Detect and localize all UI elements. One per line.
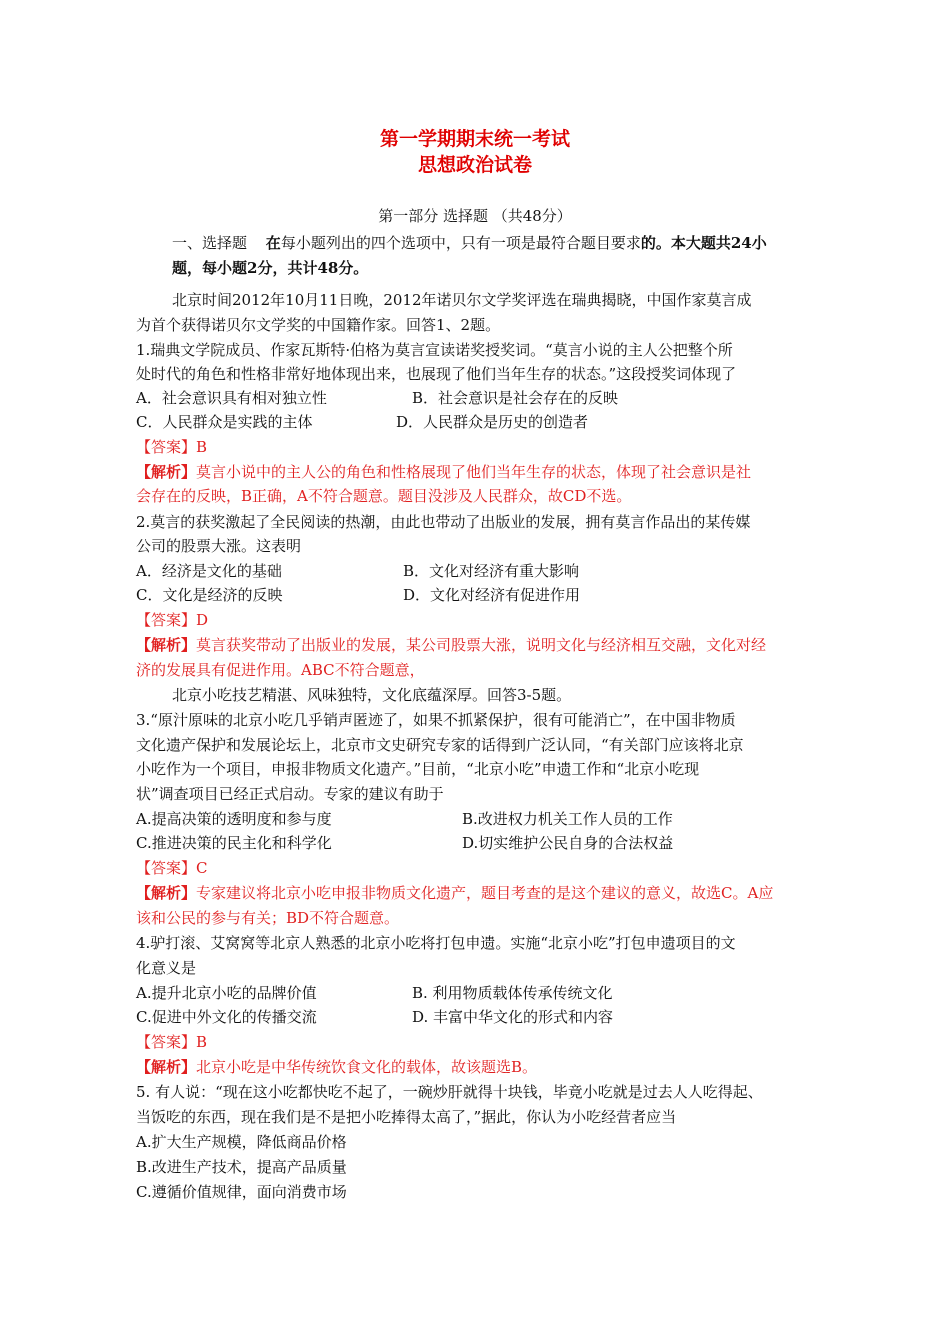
q2-option-c: C．文化是经济的反映: [136, 586, 283, 604]
q5-option-c: C.遵循价值规律，面向消费市场: [136, 1183, 347, 1201]
q2-analysis-label: 【解析】: [136, 636, 197, 654]
q3-analysis-line-1: [136, 882, 826, 904]
q1-option-d: D．人民群众是历史的创造者: [396, 413, 589, 431]
q4-option-b: B. 利用物质载体传承传统文化: [412, 984, 613, 1002]
q4-analysis-line-1: [136, 1056, 826, 1078]
q3-analysis-label: 【解析】: [136, 884, 197, 902]
q5-option-b: B.改进生产技术，提高产品质量: [136, 1158, 347, 1176]
q2-option-b: B．文化对经济有重大影响: [403, 562, 580, 580]
q3-stem-line-1: 3.“原汁原味的北京小吃几乎销声匿迹了，如果不抓紧保护，很有可能消亡”，在中国非物质: [136, 711, 736, 729]
q4-stem-line-1: 4.驴打滚、艾窝窝等北京人熟悉的北京小吃将打包申遗。实施“北京小吃”打包申遗项目的文: [136, 934, 736, 952]
q2-answer: 【答案】D: [136, 611, 209, 629]
q5-stem-line-2: 当饭吃的东西，现在我们是不是把小吃捧得太高了，”据此，你认为小吃经营者应当: [136, 1108, 677, 1126]
q4-option-d: D. 丰富中华文化的形式和内容: [412, 1008, 614, 1026]
passage-2: 北京小吃技艺精湛、风味独特，文化底蕴深厚。回答3-5题。: [172, 686, 572, 704]
q1-analysis-line-2: 会存在的反映，B正确，A不符合题意。题目没涉及人民群众，故CD不选。: [136, 487, 632, 505]
q3-stem-line-2: 文化遗产保护和发展论坛上，北京市文史研究专家的话得到广泛认同，“有关部门应该将北京: [136, 736, 744, 754]
q1-analysis-text-1: 莫言小说中的主人公的角色和性格展现了他们当年生存的状态，体现了社会意识是社: [196, 463, 752, 481]
q3-option-a: A.提高决策的透明度和参与度: [136, 810, 332, 828]
q3-stem-line-3: 小吃作为一个项目，申报非物质文化遗产。”目前，“北京小吃”申遗工作和“北京小吃现: [136, 760, 700, 778]
instructions-label: 一、选择题: [172, 234, 248, 252]
q2-stem-line-1: 2.莫言的获奖激起了全民阅读的热潮，由此也带动了出版业的发展，拥有莫言作品出的某传媒: [136, 513, 751, 531]
q2-stem-line-2: 公司的股票大涨。这表明: [136, 537, 302, 555]
q1-answer: 【答案】B: [136, 438, 208, 456]
q4-option-a: A.提升北京小吃的品牌价值: [136, 984, 317, 1002]
q4-stem-line-2: 化意义是: [136, 959, 197, 977]
q3-option-d: D.切实维护公民自身的合法权益: [462, 834, 674, 852]
q4-analysis-text-1: 北京小吃是中华传统饮食文化的载体，故该题选B。: [196, 1058, 538, 1076]
exam-title: 第一学期期末统一考试: [379, 128, 570, 150]
q3-stem-line-4: 状”调查项目已经正式启动。专家的建议有助于: [136, 785, 444, 803]
q1-option-a: A．社会意识具有相对独立性: [136, 389, 327, 407]
instructions-text: 每小题列出的四个选项中，只有一项是最符合题目要求: [280, 234, 641, 252]
instructions-line-2: 题，每小题2分，共计48分。: [172, 259, 369, 277]
exam-subtitle: 思想政治试卷: [417, 154, 532, 176]
instructions-bold-tail: 的。本大题共24小: [640, 234, 767, 252]
q3-analysis-line-2: 该和公民的参与有关；BD不符合题意。: [136, 909, 400, 927]
q2-option-a: A．经济是文化的基础: [136, 562, 282, 580]
q1-stem-line-1: 1.瑞典文学院成员、作家瓦斯特·伯格为莫言宣读诺奖授奖词。“莫言小说的主人公把整个所: [136, 341, 733, 359]
q1-option-c: C．人民群众是实践的主体: [136, 413, 313, 431]
q1-analysis-line-1: [136, 461, 826, 483]
q4-option-c: C.促进中外文化的传播交流: [136, 1008, 317, 1026]
q3-analysis-text-1: 专家建议将北京小吃申报非物质文化遗产，题目考查的是这个建议的意义，故选C。A应: [196, 884, 774, 902]
q2-option-d: D．文化对经济有促进作用: [403, 586, 581, 604]
q1-option-b: B．社会意识是社会存在的反映: [412, 389, 619, 407]
part-heading: 第一部分 选择题 （共48分）: [378, 207, 572, 225]
q2-analysis-line-2: 济的发展具有促进作用。ABC不符合题意，: [136, 661, 425, 679]
instructions-line-1: [172, 232, 862, 254]
q4-analysis-label: 【解析】: [136, 1058, 197, 1076]
passage-1-line-2: 为首个获得诺贝尔文学奖的中国籍作家。回答1、2题。: [136, 316, 501, 334]
q3-answer: 【答案】C: [136, 859, 208, 877]
q1-stem-line-2: 处时代的角色和性格非常好地体现出来，也展现了他们当年生存的状态。”这段授奖词体现了: [136, 365, 737, 383]
instructions-bold-char: 在: [265, 234, 281, 252]
q1-analysis-label: 【解析】: [136, 463, 197, 481]
q2-analysis-text-1: 莫言获奖带动了出版业的发展，某公司股票大涨，说明文化与经济相互交融，文化对经: [196, 636, 767, 654]
q5-option-a: A.扩大生产规模，降低商品价格: [136, 1133, 347, 1151]
q3-option-b: B.改进权力机关工作人员的工作: [462, 810, 673, 828]
q2-analysis-line-1: [136, 634, 826, 656]
q4-answer: 【答案】B: [136, 1033, 208, 1051]
passage-1-line-1: 北京时间2012年10月11日晚，2012年诺贝尔文学奖评选在瑞典揭晓，中国作家莫言成: [172, 291, 752, 309]
q3-option-c: C.推进决策的民主化和科学化: [136, 834, 332, 852]
q5-stem-line-1: 5. 有人说：“现在这小吃都快吃不起了，一碗炒肝就得十块钱，毕竟小吃就是过去人人吃得起、: [136, 1083, 763, 1101]
